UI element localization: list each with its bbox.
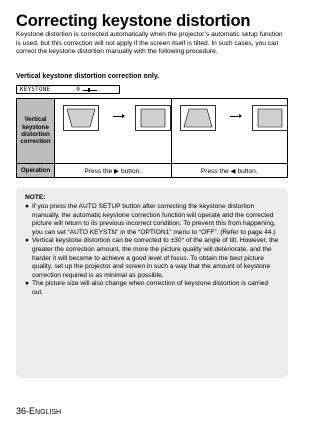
page-language: NGLISH xyxy=(35,409,62,416)
bullet-icon: ● xyxy=(25,280,29,288)
row-header-operation: Operation xyxy=(17,164,55,178)
bullet-icon: ● xyxy=(25,203,29,211)
note-item: ● The picture size will also change when correction of keystone distortion is carried out. xyxy=(25,280,269,297)
illustration-right xyxy=(171,99,288,164)
osd-slider-icon xyxy=(83,88,97,92)
screen-corrected-icon xyxy=(135,105,171,131)
illustration-left xyxy=(55,99,172,164)
osd-label: KEYSTONE xyxy=(20,86,51,93)
correction-table xyxy=(16,98,288,178)
screen-trapezoid-wide-bottom-icon xyxy=(180,105,216,131)
keystone-osd-display xyxy=(16,85,120,94)
note-title: NOTE: xyxy=(25,194,46,201)
note-item: ● Vertical keystone distortion can be corrected to ±30° of the angle of tilt. However, the greater the correction amount, the more the picture quality will deteriorate, and the harder it will become to achieve a good level of focus. To obtain the best picture quality, set up the projector and screen in such a way that the amount of keystone correction required is as minimal as possible. xyxy=(25,237,279,279)
arrow-right-icon xyxy=(113,116,123,117)
arrow-right-icon xyxy=(230,116,240,117)
section-subheading: Vertical keystone distortion correction only. xyxy=(16,73,160,80)
screen-trapezoid-wide-top-icon xyxy=(63,105,99,131)
row-header-correction: Vertical keystone distortion correction xyxy=(17,99,55,164)
note-box xyxy=(16,188,288,378)
page-footer xyxy=(16,406,61,416)
intro-paragraph: Keystone distortion is corrected automatically when the projector’s automatic setup function is used, but this correction will not apply if the screen itself is tilted. In such cases, you can correct the keystone distortion manually with the following procedure. xyxy=(16,31,283,56)
page-number: 36-E xyxy=(16,406,36,416)
note-list xyxy=(25,203,280,298)
operation-right: Press the ◀ button. xyxy=(171,164,288,178)
bullet-icon: ● xyxy=(25,237,29,245)
operation-left: Press the ▶ button. xyxy=(55,164,172,178)
page-title: Correcting keystone distortion xyxy=(16,12,251,30)
note-item: ● If you press the AUTO SETUP button after correcting the keystone distortion manually, the automatic keystone correction function will operate and the corrected picture will return to its previous incorrect condition. To prevent this from happening, you can set “AUTO KEYSTN” in the “OPTION1” menu to “OFF”. (Refer to page 44.) xyxy=(25,203,276,236)
osd-value: 0 xyxy=(76,86,80,93)
screen-corrected-icon xyxy=(252,105,288,131)
